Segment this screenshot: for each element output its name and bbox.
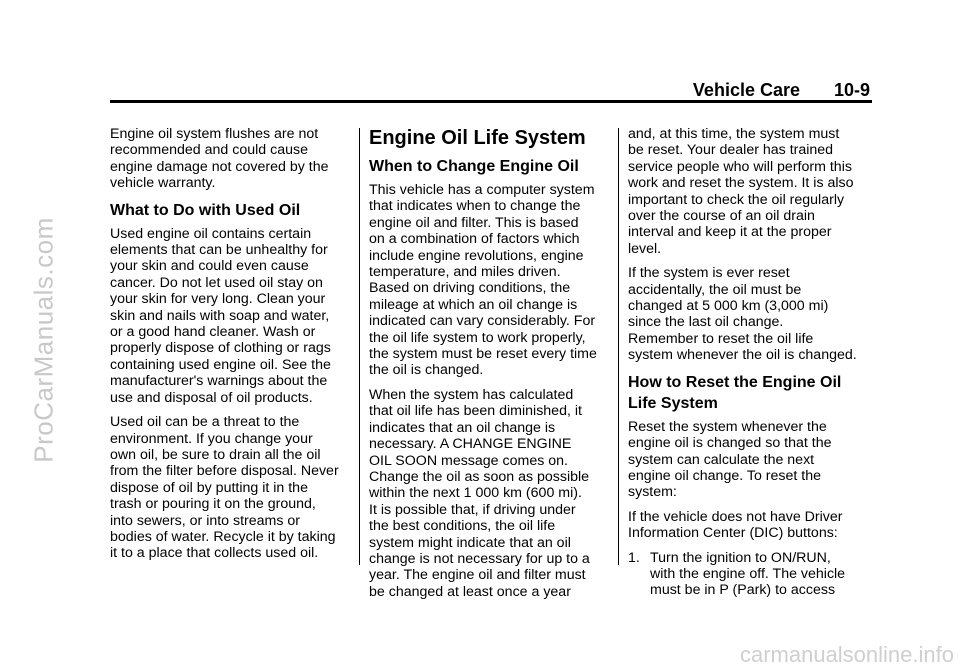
paragraph: Used oil can be a threat to the environment. If you change your own oil, be sure to drain all the oil from the filter before disposal. Never dispose of oil by putting it in the trash or pouring it on the ground, into sewers, or into streams or bodies of water. Recycle it by taking it to a place that collects used oil. <box>110 414 339 562</box>
paragraph: If the system is ever reset accidentally, the oil must be changed at 5 000 km (3,000 mi) since the last oil change. Remember to reset the oil life system whenever the oil is changed. <box>628 265 857 364</box>
paragraph: Used engine oil contains certain elements that can be unhealthy for your skin and could even cause cancer. Do not let used oil stay on your skin for very long. Clean your skin and nails with soap and water, or a good hand cleaner. Wash or properly dispose of clothing or rags containing used engine oil. See the manufacturer's warnings about the use and disposal of oil products. <box>110 225 331 406</box>
column-divider <box>359 128 360 565</box>
column-3 <box>628 126 876 599</box>
step-1 <box>628 550 876 599</box>
step-text: Turn the ignition to ON/RUN, with the engine off. The vehicle must be in P (Park) to access <box>650 549 846 599</box>
paragraph: Reset the system whenever the engine oil is changed so that the system can calculate the next engine oil change. To reset the system: <box>628 418 832 501</box>
page-number: 10-9 <box>833 80 870 100</box>
column-divider <box>618 128 619 565</box>
paragraph: and, at this time, the system must be reset. Your dealer has trained service people who will perform this work and reset the system. It is also important to check the oil regularly over the course of an oil drain interval and keep it at the proper level. <box>628 126 854 257</box>
column-2 <box>369 126 609 608</box>
side-watermark <box>0 0 80 672</box>
side-watermark-text: ProCarManuals.com <box>28 217 59 463</box>
page-header <box>110 72 872 102</box>
heading-how-to-reset: How to Reset the Engine Oil Life System <box>628 373 842 412</box>
paragraph: This vehicle has a computer system that indicates when to change the engine oil and filter. This is based on a combination of factors which include engine revolutions, engine temperature, and miles driven. Based on driving conditions, the mileage at which an oil change is indicated can vary considerably. For the oil life system to work properly, the system must be reset every time the oil is changed. <box>369 182 597 379</box>
header-rule <box>110 100 872 103</box>
bottom-watermark: carmanualsonline.info <box>739 642 954 667</box>
step-number: 1. <box>628 549 640 566</box>
heading-engine-oil-life-system: Engine Oil Life System <box>369 127 586 149</box>
heading-when-to-change: When to Change Engine Oil <box>369 158 579 175</box>
heading-used-oil: What to Do with Used Oil <box>110 201 301 219</box>
paragraph: When the system has calculated that oil life has been diminished, it indicates that an oil change is necessary. A CHANGE ENGINE OIL SOON message comes on. Change the oil as soon as possible within the next 1 000 km (600 mi). It is possible that, if driving under the best conditions, the oil life system might indicate that an oil change is not necessary for up to a year. The engine oil and filter must be changed at least once a year <box>369 386 590 600</box>
paragraph: If the vehicle does not have Driver Information Center (DIC) buttons: <box>628 508 843 542</box>
paragraph: Engine oil system flushes are not recommended and could cause engine damage not covered by the vehicle warranty. <box>110 126 329 192</box>
column-1 <box>110 126 352 570</box>
section-title: Vehicle Care <box>692 80 800 100</box>
